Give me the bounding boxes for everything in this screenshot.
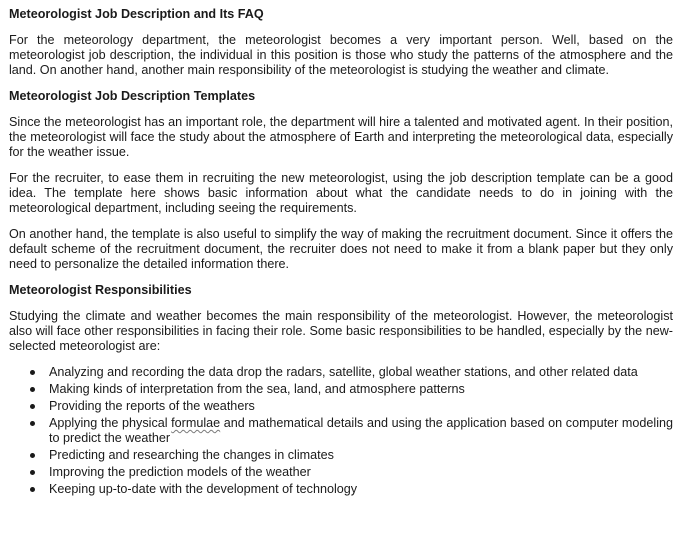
- templates-paragraph-2: For the recruiter, to ease them in recruiting the new meteorologist, using the job description template can be a good idea. The template here shows basic information about what the candidate needs to do in joining with the meteorological department, including seeing the requirements.: [9, 171, 673, 215]
- templates-paragraph-3: On another hand, the template is also useful to simplify the way of making the recruitment document. Since it offers the default scheme of the recruitment document, the recruiter does not need to make it from a blank paper but they only need to personalize the detailed information there.: [9, 227, 673, 271]
- list-item: [49, 482, 673, 497]
- spellcheck-word: formulae: [171, 416, 221, 430]
- responsibilities-intro: Studying the climate and weather becomes the main responsibility of the meteorologist. However, the meteorologist also will face other responsibilities in facing their role. Some basic responsibilities to be handled, especially by the new-selected meteorologist are:: [9, 309, 673, 353]
- bullet-icon: [30, 387, 35, 392]
- bullet-icon: [30, 487, 35, 492]
- bullet-icon: [30, 470, 35, 475]
- bullet-icon: [30, 453, 35, 458]
- list-item: [49, 416, 673, 446]
- page-title: Meteorologist Job Description and Its FAQ: [9, 7, 264, 21]
- list-item: [49, 465, 673, 480]
- list-item: [49, 448, 673, 463]
- intro-paragraph: For the meteorology department, the meteorologist becomes a very important person. Well, based on the meteorologist job description, the individual in this position is those who study the patterns of the atmosphere and the land. On another hand, another main responsibility of the meteorologist is studying the weather and climate.: [9, 33, 673, 77]
- list-item: [49, 365, 673, 380]
- list-item-text-post: and mathematical details and using the application based on computer modeling to predict the weather: [49, 416, 674, 445]
- templates-heading: Meteorologist Job Description Templates: [9, 89, 256, 103]
- list-item-text: Keeping up-to-date with the development of technology: [49, 482, 358, 496]
- list-item: [49, 399, 673, 414]
- list-item-text-pre: Applying the physical: [49, 416, 172, 430]
- list-item: [49, 382, 673, 397]
- list-item-text: Predicting and researching the changes in climates: [49, 448, 334, 462]
- bullet-icon: [30, 370, 35, 375]
- list-item-text: Improving the prediction models of the weather: [49, 465, 311, 479]
- list-item-text: Analyzing and recording the data drop the radars, satellite, global weather stations, and other related data: [49, 365, 638, 379]
- bullet-icon: [30, 421, 35, 426]
- list-item-text: Making kinds of interpretation from the sea, land, and atmosphere patterns: [49, 382, 465, 396]
- responsibilities-list: [9, 365, 673, 497]
- responsibilities-heading: Meteorologist Responsibilities: [9, 283, 192, 297]
- bullet-icon: [30, 404, 35, 409]
- templates-paragraph-1: Since the meteorologist has an important role, the department will hire a talented and motivated agent. In their position, the meteorologist will face the study about the atmosphere of Earth and interpreting the meteorological data, especially for the weather issue.: [9, 115, 673, 159]
- list-item-text: Providing the reports of the weathers: [49, 399, 255, 413]
